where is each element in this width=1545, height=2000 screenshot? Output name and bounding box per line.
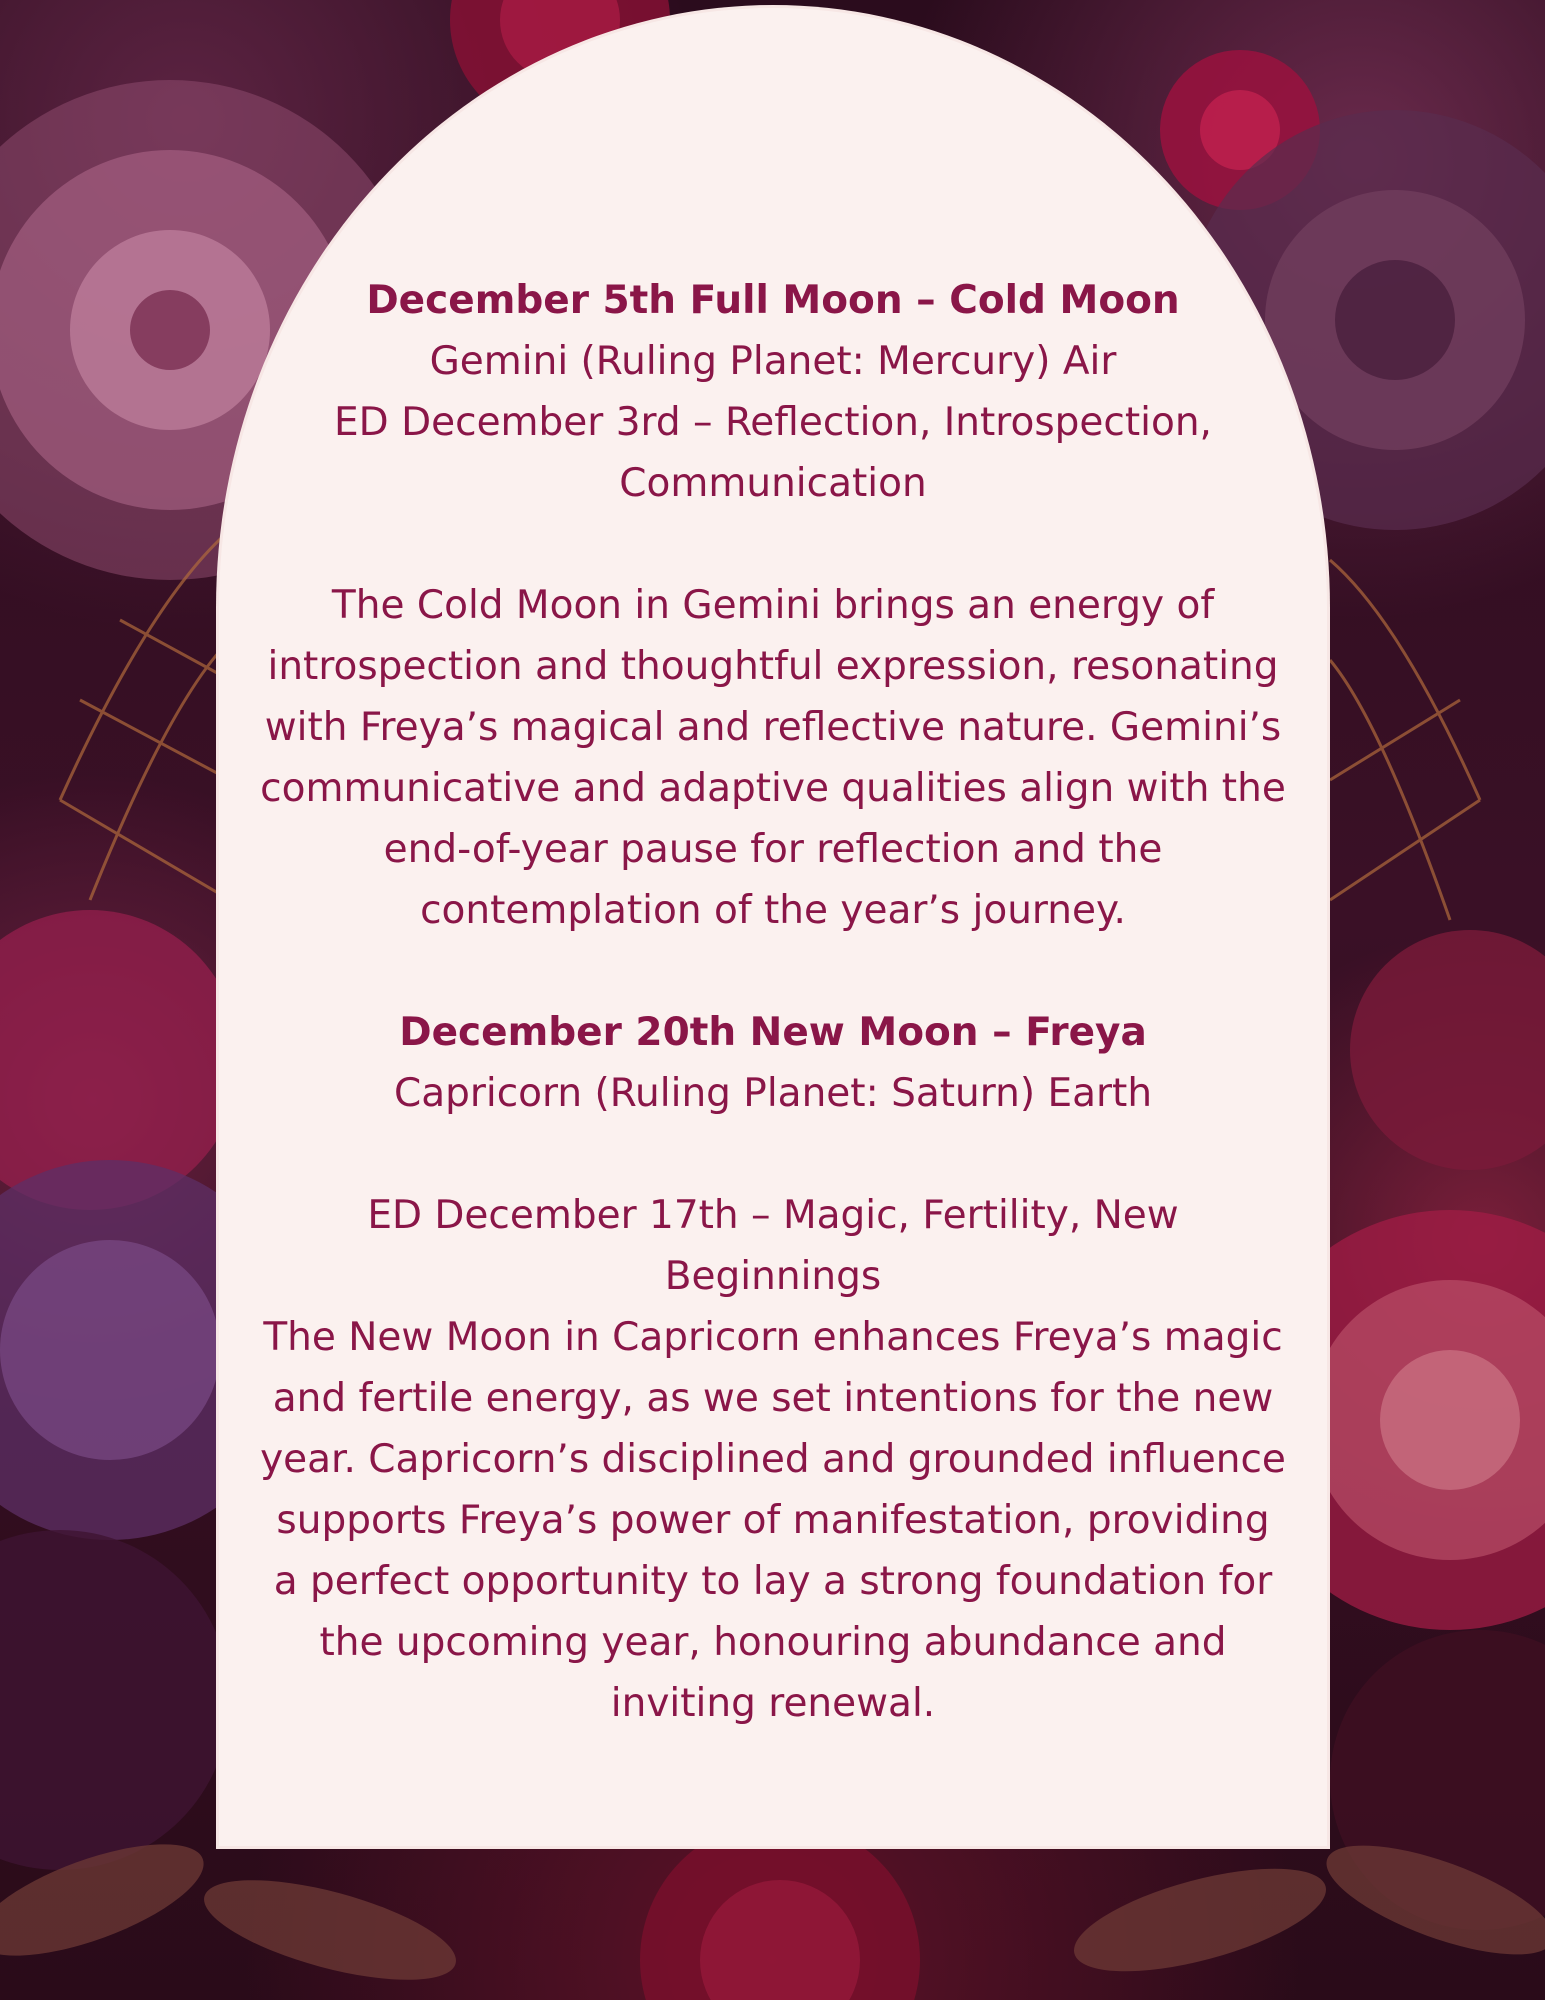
moon-text-block [260,270,1286,1734]
spacer [260,514,1286,575]
lattice-right [1330,560,1480,920]
full-moon-sign-line: Gemini (Ruling Planet: Mercury) Air [429,339,1117,384]
rose-bottom-center [640,1820,920,2000]
new-moon-ed-line: ED December 17th – Magic, Fertility, New Beginnings [367,1193,1179,1299]
new-moon-heading: December 20th New Moon – Freya [399,1010,1147,1055]
new-moon-body: The New Moon in Capricorn enhances Freya’s magic and fertile energy, as we set intentions for the new year. Capricorn’s disciplined and grounded influence supports Freya’s power of manifestation, providing a perfect opportunity to lay a strong foundation for the upcoming year, honouring abundance and inviting renewal. [260,1315,1286,1726]
full-moon-ed-line: ED December 3rd – Reflection, Introspection, Communication [334,400,1212,506]
new-moon-sign-line: Capricorn (Ruling Planet: Saturn) Earth [393,1071,1153,1116]
lattice-left [60,530,230,900]
full-moon-heading: December 5th Full Moon – Cold Moon [366,278,1180,323]
spacer [260,1124,1286,1185]
spacer [260,941,1286,1002]
full-moon-body: The Cold Moon in Gemini brings an energy of introspection and thoughtful expression, resonating with Freya’s magical and reflective nature. Gemini’s communicative and adaptive qualities align with the end-of-year pause for reflection and the contemplation of the year’s journey. [260,583,1286,933]
